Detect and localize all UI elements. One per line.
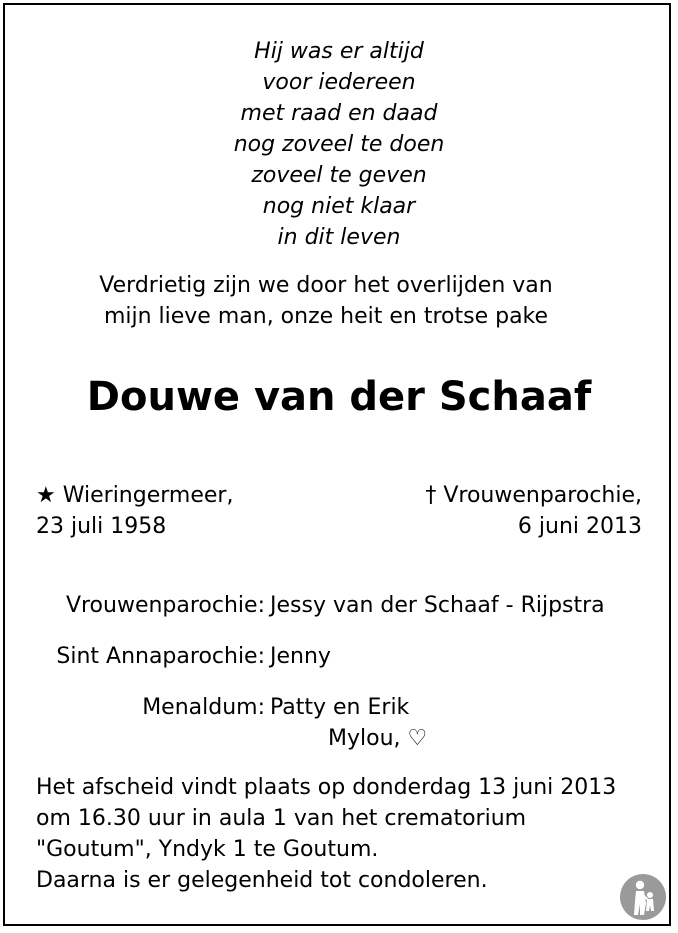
death-place-line bbox=[425, 480, 642, 511]
birth-place-line bbox=[36, 480, 233, 511]
family-names: Jenny bbox=[270, 644, 331, 669]
family-names: Jessy van der Schaaf - Rijpstra bbox=[270, 593, 605, 618]
funeral-info bbox=[36, 772, 616, 896]
intro-line: mijn lieve man, onze heit en trotse pake bbox=[103, 304, 549, 329]
funeral-line: om 16.30 uur in aula 1 van het crematorium bbox=[36, 806, 527, 831]
intro-text bbox=[0, 270, 652, 332]
family-place: Sint Annaparochie: bbox=[56, 644, 265, 669]
poem-line: zoveel te geven bbox=[251, 163, 427, 188]
poem bbox=[0, 36, 678, 253]
death-date: 6 juni 2013 bbox=[517, 514, 642, 539]
funeral-line: Het afscheid vindt plaats op donderdag 13 juni 2013 bbox=[36, 775, 617, 800]
memorial-figure-icon bbox=[619, 873, 667, 921]
family-place: Menaldum: bbox=[142, 695, 265, 720]
poem-line: nog niet klaar bbox=[262, 194, 416, 219]
death-info bbox=[425, 480, 642, 542]
funeral-line: Daarna is er gelegenheid tot condoleren. bbox=[36, 868, 488, 893]
poem-line: met raad en daad bbox=[240, 101, 438, 126]
family-names: Patty en Erik bbox=[270, 695, 410, 720]
birth-place: Wieringermeer, bbox=[62, 483, 234, 508]
poem-line: Hij was er altijd bbox=[254, 39, 424, 64]
star-icon: ★ bbox=[36, 483, 56, 508]
family-place: Vrouwenparochie: bbox=[65, 593, 265, 618]
deceased-name: Douwe van der Schaaf bbox=[86, 374, 592, 420]
poem-line: voor iedereen bbox=[262, 70, 416, 95]
poem-line: nog zoveel te doen bbox=[233, 132, 445, 157]
birth-date: 23 juli 1958 bbox=[36, 514, 167, 539]
funeral-line: "Goutum", Yndyk 1 te Goutum. bbox=[36, 837, 379, 862]
cross-icon: † bbox=[425, 483, 437, 508]
family-grandchildren: Mylou, ♡ bbox=[328, 726, 428, 751]
intro-line: Verdrietig zijn we door het overlijden van bbox=[99, 273, 553, 298]
birth-info bbox=[36, 480, 233, 542]
death-place: Vrouwenparochie, bbox=[443, 483, 642, 508]
poem-line: in dit leven bbox=[277, 225, 401, 250]
